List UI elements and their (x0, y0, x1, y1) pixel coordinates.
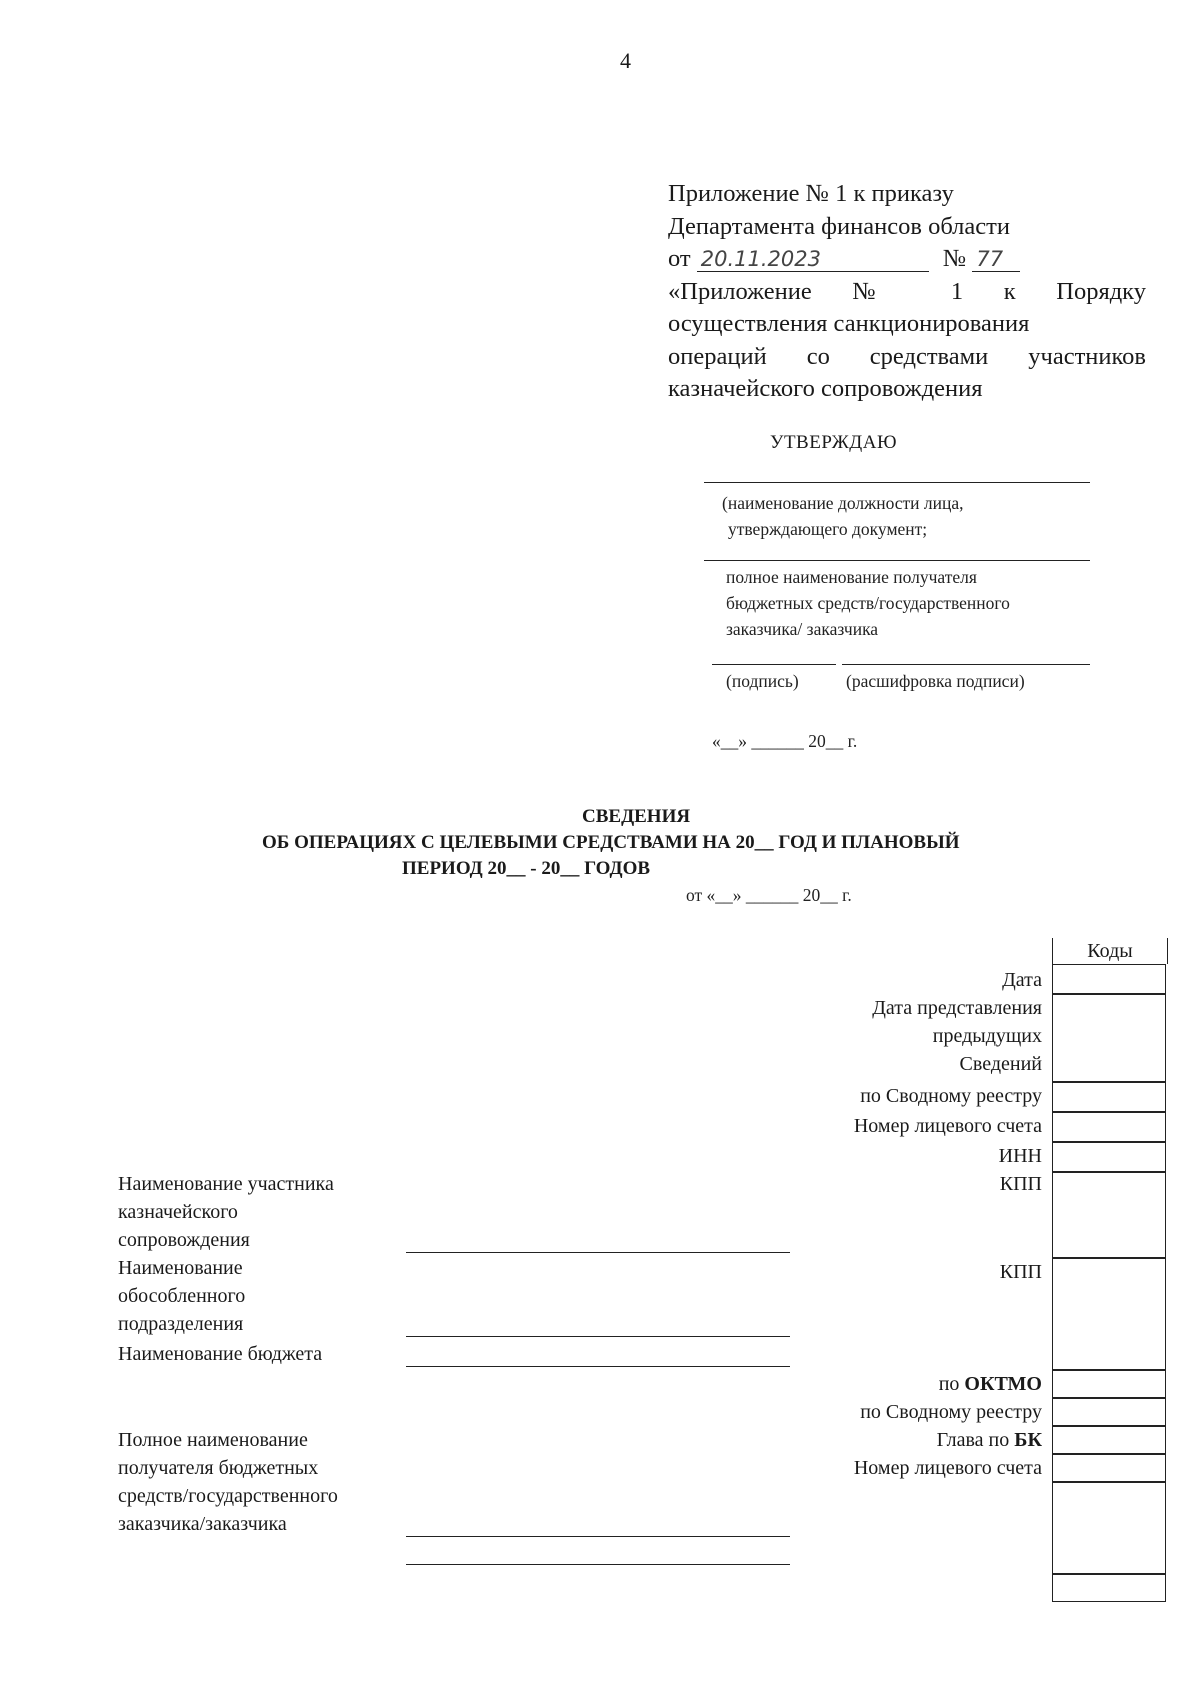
document-title-line-3: ПЕРИОД 20__ - 20__ ГОДОВ (402, 858, 651, 879)
document-title-line-2: ОБ ОПЕРАЦИЯХ С ЦЕЛЕВЫМИ СРЕДСТВАМИ НА 20__ ГОД И ПЛАНОВЫЙ (262, 832, 960, 853)
codes-header: Коды (1087, 940, 1133, 962)
recipient-label-3: средств/государственного (118, 1485, 338, 1507)
recipient-fill-line-1 (406, 1536, 790, 1537)
recipient-label-4: заказчика/заказчика (118, 1513, 287, 1535)
prev-date-code-cell (1052, 994, 1166, 1082)
signature-caption: (подпись) (726, 671, 799, 691)
appendix-line-4: «Приложение № 1 к Порядку (668, 277, 1146, 305)
budget-label: Наименование бюджета (118, 1343, 323, 1365)
bk-code-cell (1052, 1426, 1166, 1454)
participant-label-3: сопровождения (118, 1229, 250, 1251)
registry-code-cell (1052, 1082, 1166, 1112)
codes-header-cell (1052, 938, 1168, 964)
label-prev-date-3: Сведений (959, 1053, 1042, 1075)
last-code-cell (1052, 1574, 1166, 1602)
appendix-line-7: казначейского сопровождения (668, 375, 983, 402)
recipient-code-cell (1052, 1482, 1166, 1574)
signature-decode-line (842, 664, 1090, 665)
label-consolidated-registry-2: по Сводному реестру (860, 1401, 1042, 1423)
account-code-cell-2 (1052, 1454, 1166, 1482)
label-oktmo (939, 1370, 1042, 1398)
label-account-number-2: Номер лицевого счета (853, 1457, 1042, 1479)
recipient-caption-3: заказчика/ заказчика (726, 619, 879, 639)
subdivision-label-3: подразделения (118, 1313, 244, 1335)
subdivision-label-1: Наименование (118, 1257, 243, 1279)
label-consolidated-registry: по Сводному реестру (860, 1085, 1042, 1107)
oktmo-code-cell (1052, 1370, 1166, 1398)
label-account-number: Номер лицевого счета (853, 1115, 1042, 1137)
label-bk: БК (1014, 1429, 1042, 1451)
position-caption-1: (наименование должности лица, (722, 493, 964, 513)
position-caption-2: утверждающего документ; (728, 519, 928, 539)
recipient-caption (726, 564, 1010, 642)
label-chapter-bk (937, 1426, 1042, 1454)
appendix-block (668, 178, 1146, 406)
appendix-line-5: осуществления санкционирования (668, 310, 1030, 337)
recipient-fill-line-2 (406, 1564, 790, 1565)
signature-decode-caption: (расшифровка подписи) (846, 671, 1025, 691)
participant-fill-line (406, 1252, 790, 1253)
kpp-code-cell-2 (1052, 1258, 1166, 1370)
document-title-line-1: СВЕДЕНИЯ (582, 806, 691, 827)
number-prefix: № (942, 245, 967, 272)
label-kpp-1: КПП (999, 1173, 1042, 1195)
page-number: 4 (620, 48, 631, 73)
label-prev-date-2: предыдущих (932, 1025, 1042, 1047)
kpp-code-cell-1 (1052, 1172, 1166, 1258)
label-chapter-prefix: Глава по (936, 1429, 1015, 1451)
label-inn: ИНН (998, 1145, 1042, 1167)
label-date: Дата (1002, 969, 1042, 991)
appendix-line-1: Приложение № 1 к приказу (668, 180, 954, 207)
participant-label-1: Наименование участника (118, 1173, 334, 1195)
account-code-cell (1052, 1112, 1166, 1142)
approval-date: «__» ______ 20__ г. (712, 731, 858, 751)
recipient-caption-2: бюджетных средств/государственного (726, 593, 1010, 613)
label-oktmo-code: ОКТМО (964, 1373, 1042, 1395)
position-caption (722, 490, 964, 542)
order-date-field: 20.11.2023 (697, 247, 929, 272)
recipient-label-1: Полное наименование (118, 1429, 308, 1451)
subdivision-fill-line (406, 1336, 790, 1337)
recipient-line (704, 560, 1090, 561)
inn-code-cell (1052, 1142, 1166, 1172)
date-prefix: от (668, 245, 691, 272)
order-number-field: 77 (972, 247, 1020, 272)
label-oktmo-prefix: по (938, 1373, 965, 1395)
participant-label-2: казначейского (118, 1201, 238, 1223)
budget-fill-line (406, 1366, 790, 1367)
label-kpp-2: КПП (999, 1261, 1042, 1283)
label-prev-date-1: Дата представления (872, 997, 1042, 1019)
approval-title: УТВЕРЖДАЮ (770, 432, 897, 453)
recipient-caption-1: полное наименование получателя (726, 567, 977, 587)
position-line (704, 482, 1090, 483)
date-code-cell (1052, 964, 1166, 994)
recipient-label-2: получателя бюджетных (118, 1457, 319, 1479)
appendix-line-2: Департамента финансов области (668, 212, 1010, 240)
document-date: от «__» ______ 20__ г. (686, 885, 852, 905)
subdivision-label-2: обособленного (118, 1285, 246, 1307)
signature-line (712, 664, 836, 665)
appendix-line-6: операций со средствами участников (668, 342, 1146, 370)
appendix-date-line (668, 243, 1146, 276)
registry-code-cell-2 (1052, 1398, 1166, 1426)
